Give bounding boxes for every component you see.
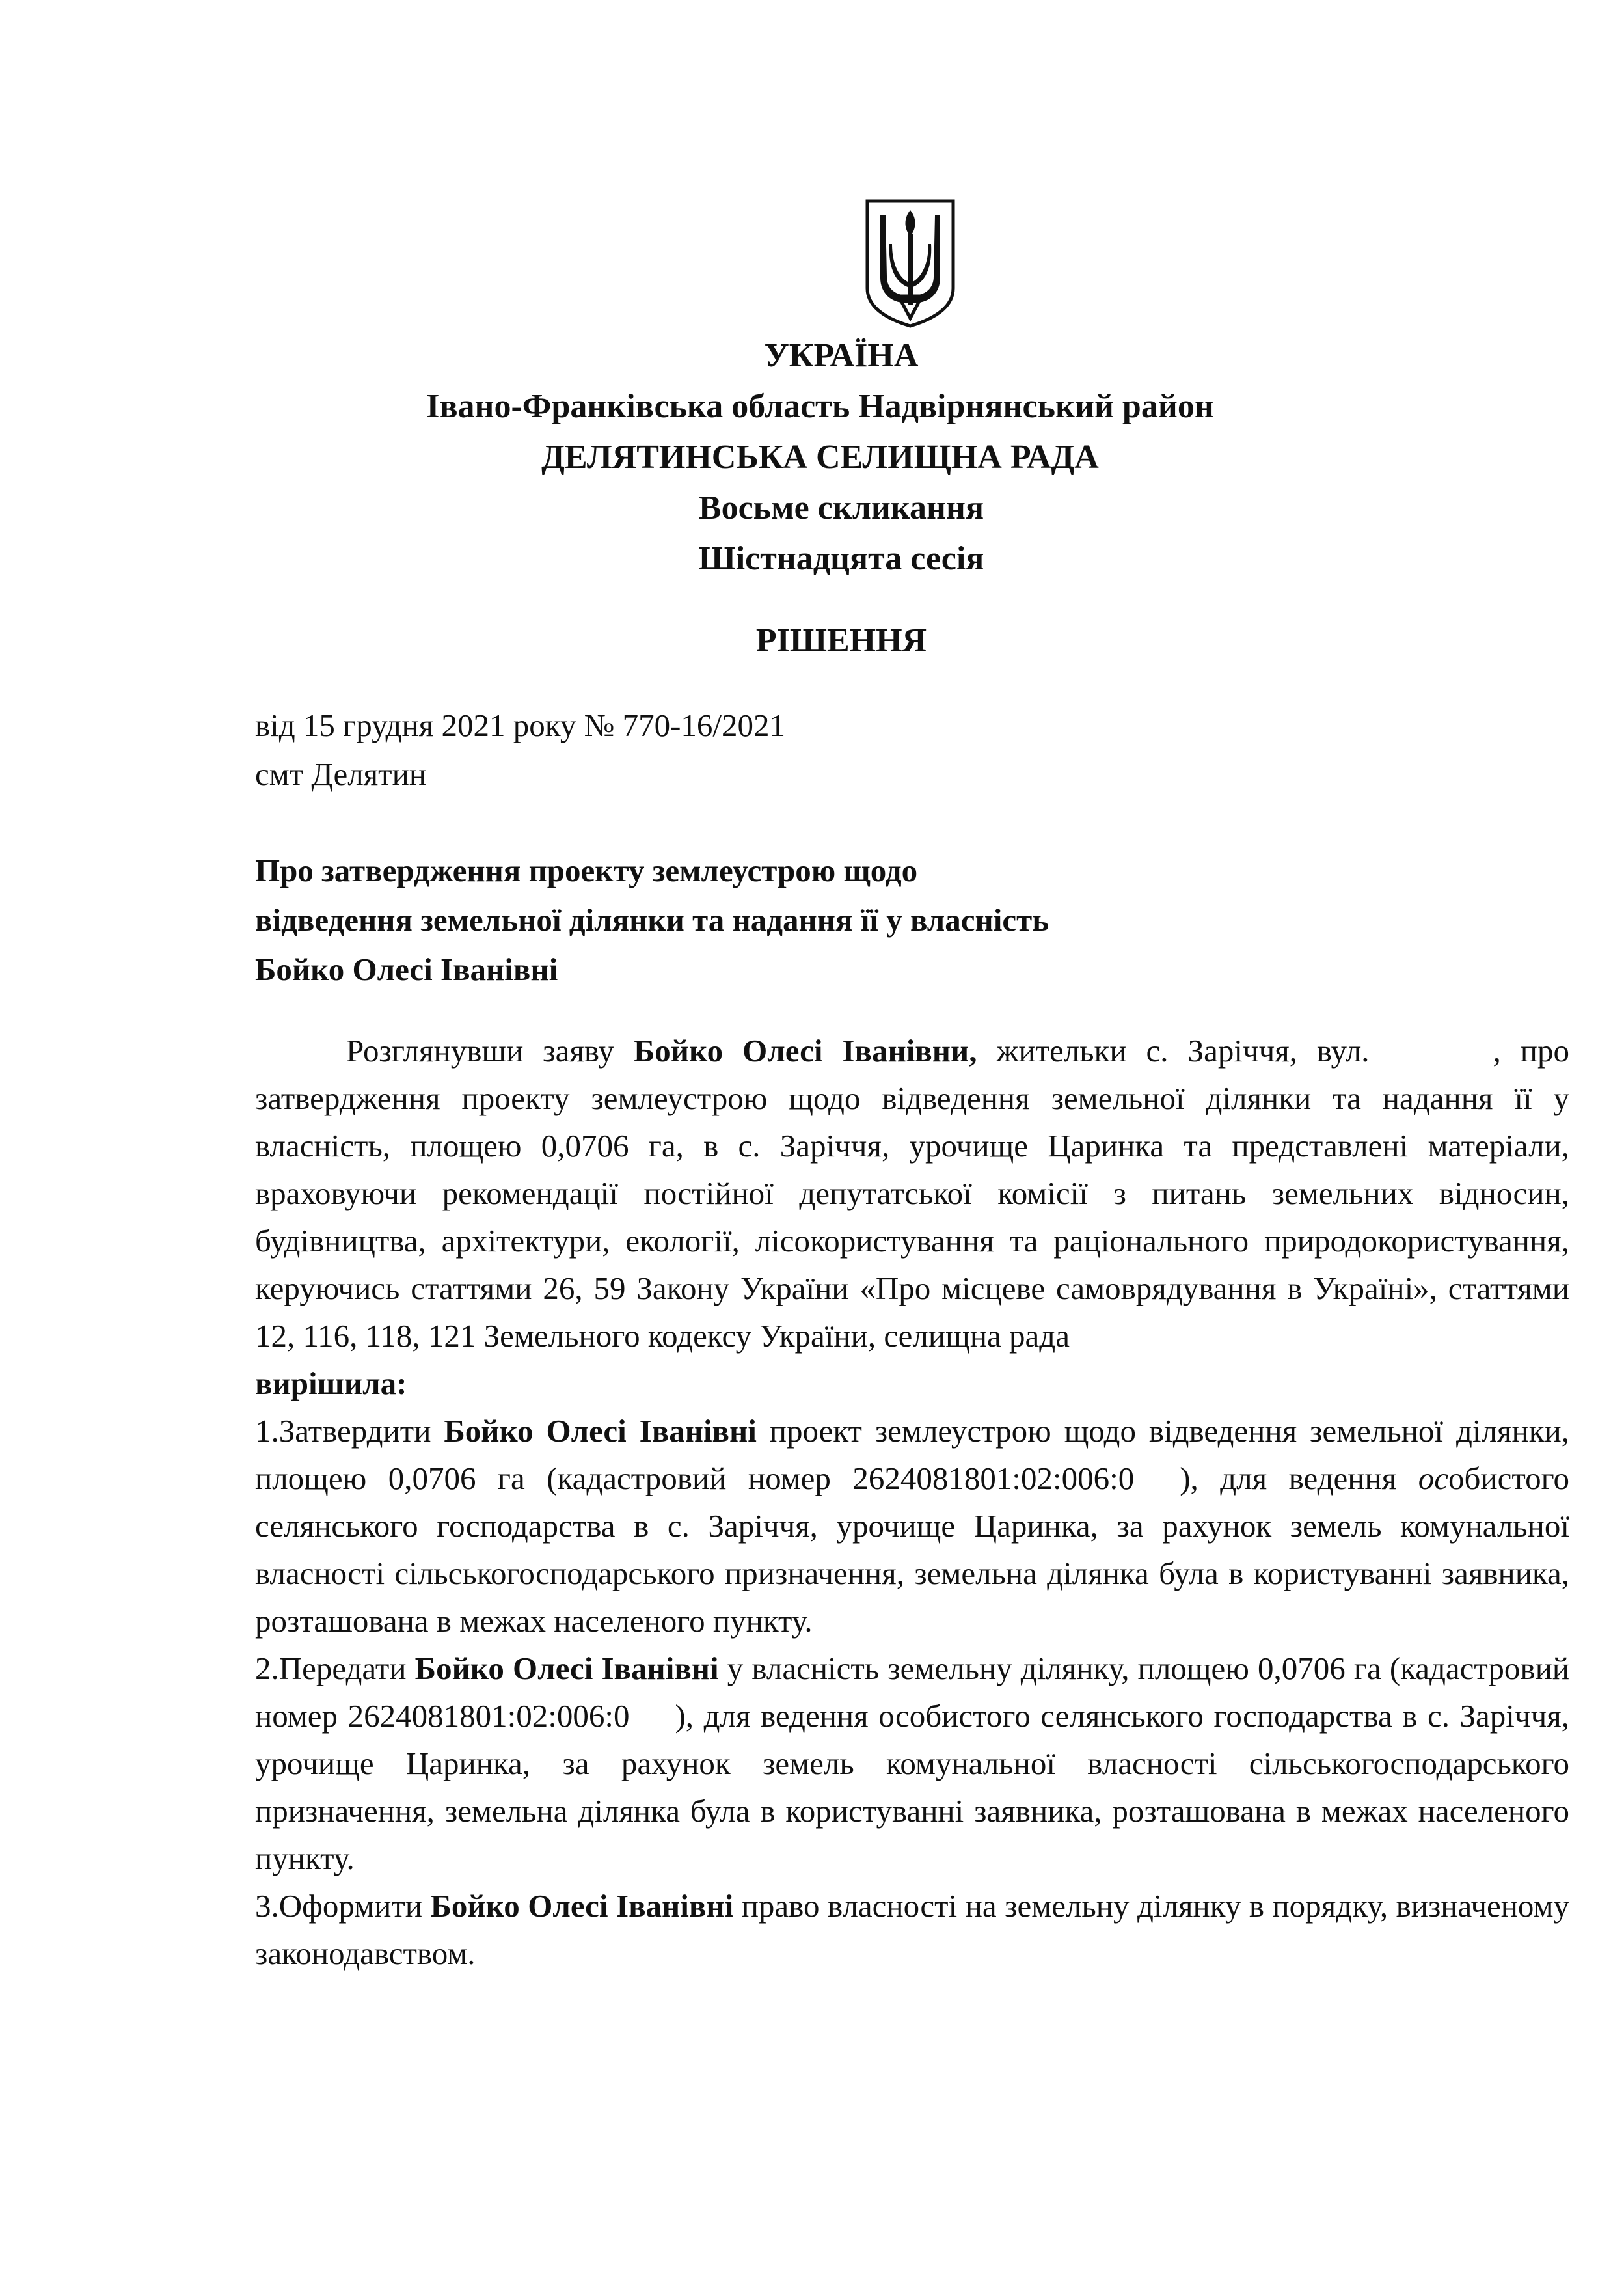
document-header [0, 331, 1624, 584]
item-text: 2.Передати [255, 1650, 415, 1686]
session: Шістнадцята сесія [698, 540, 984, 577]
applicant-name: Бойко Олесі Іванівні [414, 1650, 719, 1686]
applicant-name: Бойко Олесі Іванівні [444, 1413, 757, 1449]
convocation: Восьме скликання [698, 489, 984, 526]
item-text: ос [1418, 1460, 1448, 1496]
date-number: від 15 грудня 2021 року № 770-16/2021 [255, 707, 786, 743]
country-name: УКРАЇНА [764, 337, 919, 374]
item-1 [255, 1407, 1569, 1645]
council-name: ДЕЛЯТИНСЬКА СЕЛИЩНА РАДА [541, 439, 1099, 476]
preamble-paragraph [255, 1027, 1569, 1360]
item-text: право власності на земельну ділянку в порядку, визначеному законодавством. [255, 1888, 1570, 1971]
item-text: проект землеустрою щодо відведення земельної ділянки, площею 0,0706 га (кадастровий номер 2624081801:02:006:0 [255, 1413, 1569, 1496]
title-line-2: відведення земельної ділянки та надання її у власність [255, 902, 1049, 938]
preamble-text: Розглянувши заяву [346, 1033, 634, 1069]
document-type: РІШЕННЯ [755, 622, 927, 659]
preamble-text: , про затвердження проекту землеустрою щодо відведення земельної ділянки та надання її у власність, площею 0,0706 га, в с. Заріччя, урочище Царинка та представлені матеріали, враховуючи рекомендації постійної депутатської комісії з питань земельних відносин, будівництва, архітектури, екології, лісокористування та раціонального природокористування, керуючись статтями 26, 59 Закону України «Про місцеве самоврядування в Україні», статтями 12, 116, 118, 121 Земельного кодексу України, селищна рада [255, 1033, 1569, 1354]
title-line-3: Бойко Олесі Іванівні [255, 951, 558, 987]
applicant-name: Бойко Олесі Іванівни, [633, 1033, 977, 1069]
decided-label: вирішила: [255, 1365, 407, 1401]
item-2 [255, 1645, 1569, 1882]
dateline [255, 701, 785, 799]
item-text: 1.Затвердити [255, 1413, 444, 1449]
title-line-1: Про затвердження проекту землеустрою щодо [255, 853, 918, 888]
item-text: обистого селянського господарства в с. Заріччя, урочище Царинка, за рахунок земель комунальної власності сільськогосподарського призначення, земельна ділянка була в користуванні заявника, розташована в межах населеного пункту. [255, 1460, 1569, 1639]
preamble-text: жительки с. Заріччя, вул. [977, 1033, 1389, 1069]
item-text: у власність земельну ділянку, площею 0,0706 га (кадастровий номер 2624081801:02:006:0 [255, 1650, 1570, 1734]
item-text: 3.Оформити [255, 1888, 431, 1924]
item-text: ), для ведення особистого селянського господарства в с. Заріччя, урочище Царинка, за рахунок земель комунальної власності сільськогосподарського призначення, земельна ділянка була в користуванні заявника, розташована в межах населеного пункту. [255, 1698, 1569, 1876]
region-name: Івано-Франківська область Надвірнянський район [426, 388, 1214, 425]
item-text: ), для ведення [1180, 1460, 1418, 1496]
preamble [255, 1027, 1569, 1977]
item-3 [255, 1882, 1569, 1977]
applicant-name: Бойко Олесі Іванівні [430, 1888, 734, 1924]
decision-title [255, 846, 1049, 994]
place: смт Делятин [255, 756, 427, 792]
coat-of-arms-icon [863, 198, 957, 329]
